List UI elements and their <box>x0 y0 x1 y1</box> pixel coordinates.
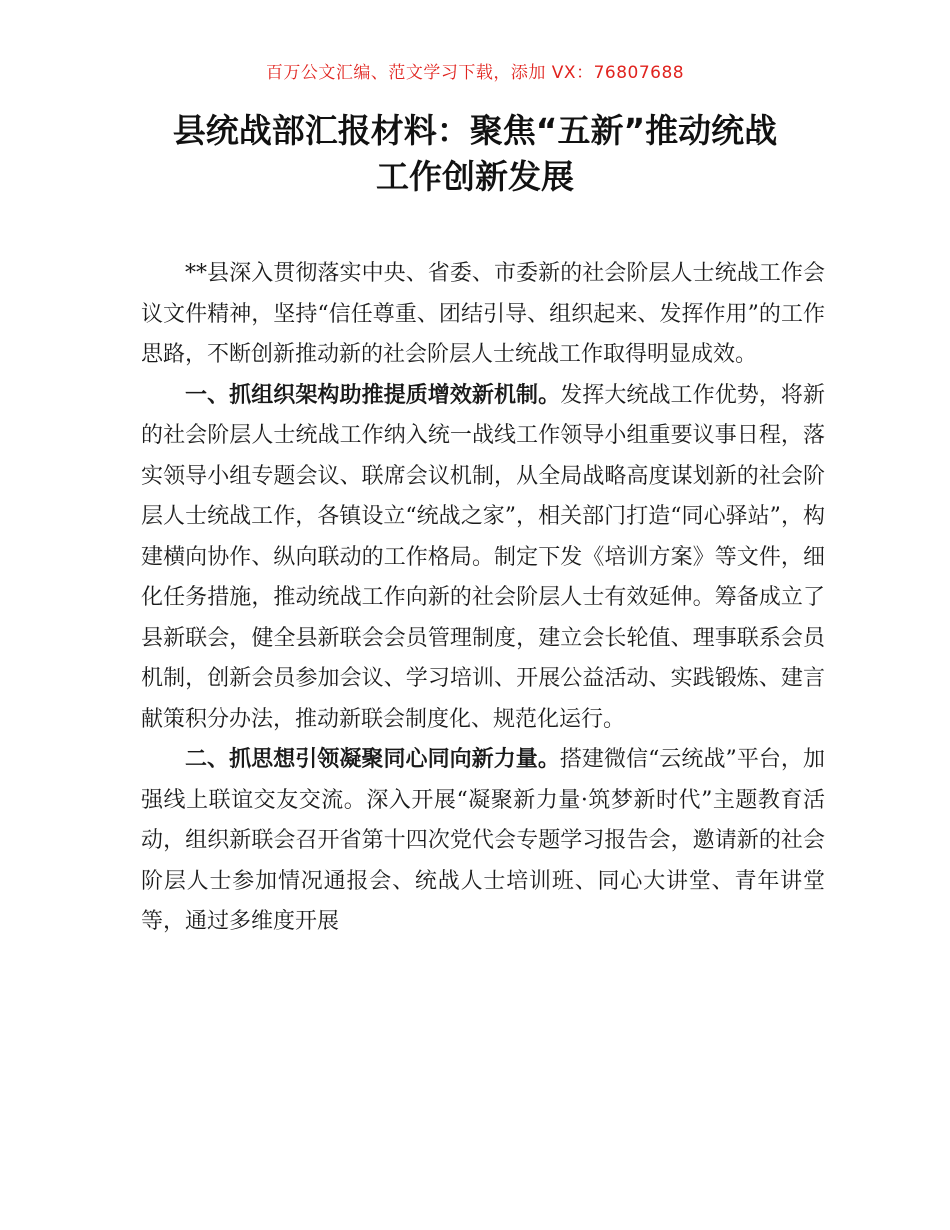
section-2-text: 搭建微信“云统战”平台，加强线上联谊交友交流。深入开展“凝聚新力量·筑梦新时代”主题教育活动，组织新联会召开省第十四次党代会专题学习报告会，邀请新的社会阶层人士参加情况通报会、统战人士培训班、同心大讲堂、青年讲堂等，通过多维度开展 <box>141 747 825 934</box>
section-2-heading: 二、抓思想引领凝聚同心同向新力量。 <box>185 747 560 772</box>
title-line-1: 县统战部汇报材料：聚焦“五新”推动统战 <box>172 111 778 150</box>
intro-paragraph: **县深入贯彻落实中央、省委、市委新的社会阶层人士统战工作会议文件精神，坚持“信任尊重、团结引导、组织起来、发挥作用”的工作思路，不断创新推动新的社会阶层人士统战工作取得明显成效。 <box>141 261 825 367</box>
title-line-2: 工作创新发展 <box>376 157 574 196</box>
section-1-text: 发挥大统战工作优势，将新的社会阶层人士统战工作纳入统一战线工作领导小组重要议事日程，落实领导小组专题会议、联席会议机制，从全局战略高度谋划新的社会阶层人士统战工作，各镇设立“统战之家”，相关部门打造“同心驿站”，构建横向协作、纵向联动的工作格局。制定下发《培训方案》等文件，细化任务措施，推动统战工作向新的社会阶层人士有效延伸。筹备成立了县新联会，健全县新联会会员管理制度，建立会长轮值、理事联系会员机制，创新会员参加会议、学习培训、开展公益活动、实践锻炼、建言献策积分办法，推动新联会制度化、规范化运行。 <box>141 382 825 732</box>
section-1-paragraph <box>141 376 825 741</box>
section-2-paragraph <box>141 740 825 943</box>
document-body <box>141 254 825 943</box>
watermark-banner: 百万公文汇编、范文学习下载，添加 VX：76807688 <box>265 63 685 83</box>
document-title <box>60 108 890 200</box>
section-1-heading: 一、抓组织架构助推提质增效新机制。 <box>185 382 561 408</box>
